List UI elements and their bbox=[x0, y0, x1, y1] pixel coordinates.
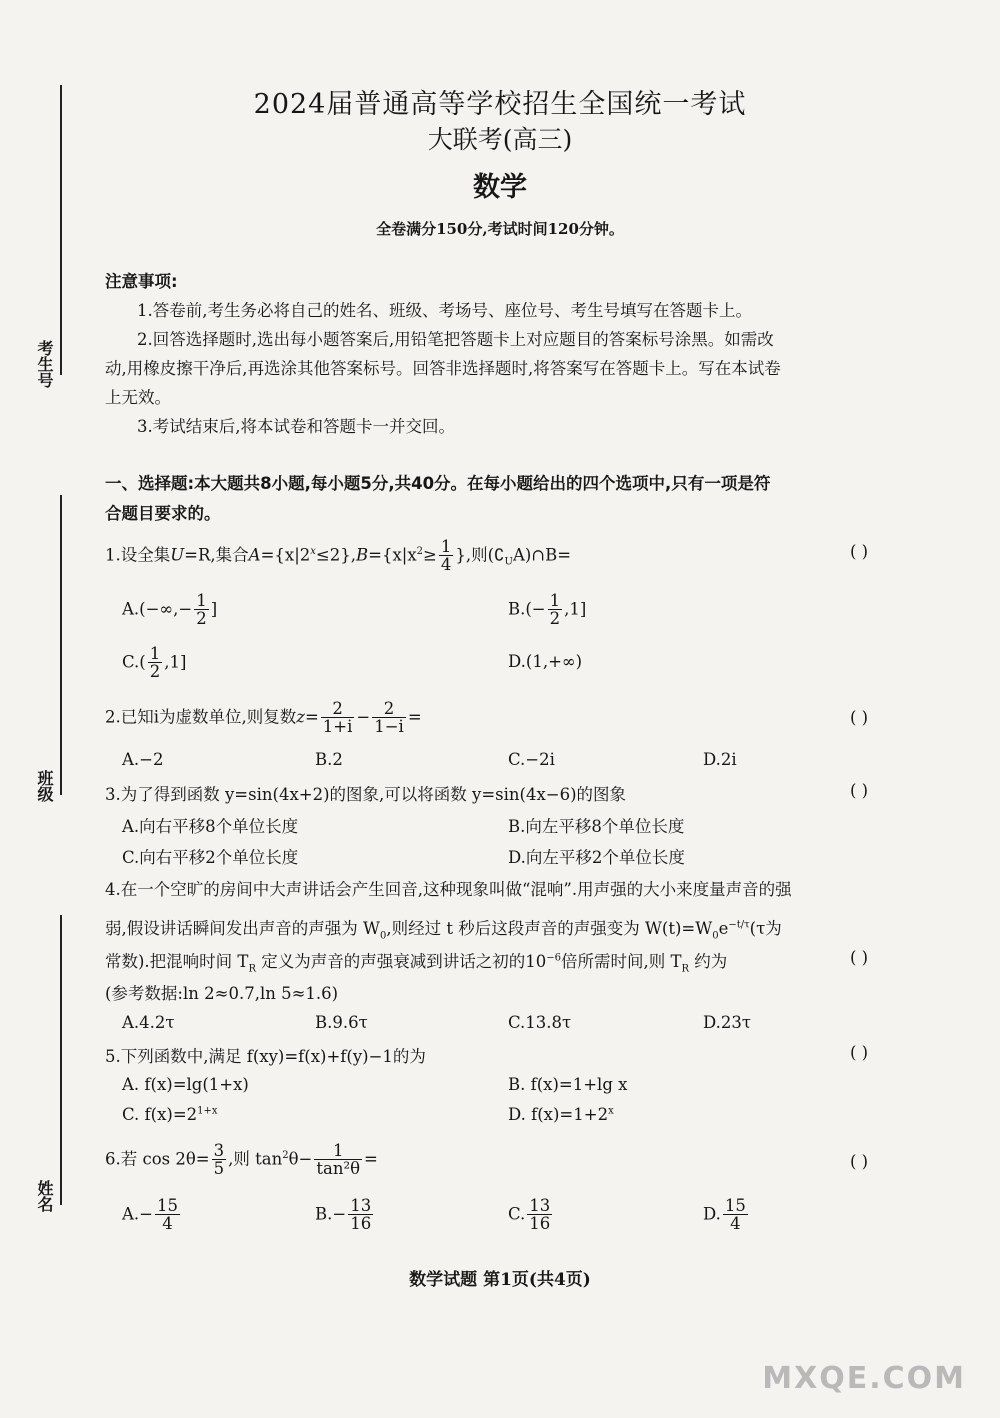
q3-option-d: D.向左平移2个单位长度 bbox=[508, 848, 685, 867]
q5-option-b: B. f(x)=1+lg x bbox=[508, 1075, 628, 1094]
class-label: 班级 bbox=[35, 770, 54, 802]
question-4-line-2: 弱,假设讲话瞬间发出声音的声强为 $W_0$,则经过 t 秒后这段声音的声强变为 $W(t)=W_0e^{-t/\tau}(\tau$为 bbox=[105, 919, 782, 942]
name-label: 姓名 bbox=[35, 1180, 54, 1212]
exam-number-label: 考生号 bbox=[35, 340, 54, 388]
question-3: 3.为了得到函数 y=sin(4x+2)的图象,可以将函数 y=sin(4x−6)的图象 bbox=[105, 785, 627, 804]
answer-paren-2: ( ) bbox=[850, 708, 869, 727]
question-5: 5.下列函数中,满足 f(xy)=f(x)+f(y)−1的为 bbox=[105, 1047, 426, 1066]
binding-line-bottom bbox=[60, 915, 62, 1205]
q5-option-c: C. $f(x)=2^{1+x}$ bbox=[122, 1105, 218, 1124]
q4-option-a: A.4.2τ bbox=[122, 1013, 175, 1032]
question-6: 6.若 cos 2θ= $\frac{3}{5}$ ,则 $\tan^2\theta-$ $\frac{1}{\text{tan²θ}}$ = bbox=[105, 1141, 378, 1179]
q3-option-a: A.向右平移8个单位长度 bbox=[122, 817, 299, 836]
q1-option-a: A.(−∞,− $\frac{1}{2}$ ] bbox=[122, 591, 218, 629]
answer-paren-5: ( ) bbox=[850, 1043, 869, 1062]
question-4-line-4: (参考数据:ln 2≈0.7,ln 5≈1.6) bbox=[105, 984, 339, 1003]
q6-option-a: A.− $\frac{15}{4}$ bbox=[122, 1196, 178, 1234]
q2-option-c: C.−2i bbox=[508, 750, 555, 769]
q4-option-c: C.13.8τ bbox=[508, 1013, 572, 1032]
q2-option-b: B.2 bbox=[315, 750, 343, 769]
q6-option-c: C. $\frac{13}{16}$ bbox=[508, 1196, 551, 1234]
answer-paren-1: ( ) bbox=[850, 542, 869, 561]
question-1: 1.设全集U=R,集合$A=\{x|2^x\le 2\},B=\{x|x^2\ge$ $\frac{1}{4}$ },则$(∁_UA)\cap B=$ bbox=[105, 537, 572, 575]
section-1-heading-cont: 合题目要求的。 bbox=[105, 504, 221, 523]
answer-paren-6: ( ) bbox=[850, 1152, 869, 1171]
exam-title: 2024届普通高等学校招生全国统一考试 bbox=[253, 89, 747, 120]
note-2c: 上无效。 bbox=[105, 388, 171, 407]
section-1-heading: 一、选择题:本大题共8小题,每小题5分,共40分。在每小题给出的四个选项中,只有一项是符 bbox=[105, 474, 771, 493]
q4-option-b: B.9.6τ bbox=[315, 1013, 368, 1032]
note-2a: 2.回答选择题时,选出每小题答案后,用铅笔把答题卡上对应题目的答案标号涂黑。如需改 bbox=[137, 330, 774, 349]
q1-option-d: D.(1,+∞) bbox=[508, 652, 583, 671]
q5-option-a: A. f(x)=lg(1+x) bbox=[122, 1075, 249, 1094]
q3-option-b: B.向左平移8个单位长度 bbox=[508, 817, 685, 836]
note-1: 1.答卷前,考生务必将自己的姓名、班级、考场号、座位号、考生号填写在答题卡上。 bbox=[137, 301, 752, 320]
answer-paren-3: ( ) bbox=[850, 781, 869, 800]
q6-option-b: B.− $\frac{13}{16}$ bbox=[315, 1196, 372, 1234]
q1-option-b: B.(− $\frac{1}{2}$ ,1] bbox=[508, 591, 587, 629]
note-2b: 动,用橡皮擦干净后,再选涂其他答案标号。回答非选择题时,将答案写在答题卡上。写在本试卷 bbox=[105, 359, 781, 378]
q4-option-d: D.23τ bbox=[703, 1013, 752, 1032]
q2-option-a: A.−2 bbox=[122, 750, 164, 769]
q2-option-d: D.2i bbox=[703, 750, 737, 769]
notes-heading: 注意事项: bbox=[105, 272, 178, 291]
site-watermark: MXQE.COM bbox=[762, 1361, 966, 1396]
page-footer: 数学试题 第1页(共4页) bbox=[409, 1270, 591, 1290]
question-2: 2.已知i为虚数单位,则复数z= $\frac{2}{1+i}$ − $\frac{2}{1-i}$ = bbox=[105, 699, 422, 737]
note-3: 3.考试结束后,将本试卷和答题卡一并交回。 bbox=[137, 417, 455, 436]
exam-info: 全卷满分150分,考试时间120分钟。 bbox=[376, 220, 624, 238]
q3-option-c: C.向右平移2个单位长度 bbox=[122, 848, 299, 867]
question-4-line-3: 常数).把混响时间 $T_R$ 定义为声音的声强衰减到讲话之初的$10^{-6}$倍所需时间,则 $T_R$ 约为 bbox=[105, 952, 728, 975]
q6-option-d: D. $\frac{15}{4}$ bbox=[703, 1196, 746, 1234]
subject-title: 数学 bbox=[473, 172, 527, 203]
answer-paren-4: ( ) bbox=[850, 948, 869, 967]
exam-subtitle: 大联考(高三) bbox=[427, 125, 573, 154]
binding-line-mid bbox=[60, 495, 62, 795]
question-4-line-1: 4.在一个空旷的房间中大声讲话会产生回音,这种现象叫做“混响”.用声强的大小来度量声音的强 bbox=[105, 880, 792, 899]
q1-option-c: C.( $\frac{1}{2}$ ,1] bbox=[122, 644, 187, 682]
q5-option-d: D. $f(x)=1+2^x$ bbox=[508, 1105, 614, 1124]
